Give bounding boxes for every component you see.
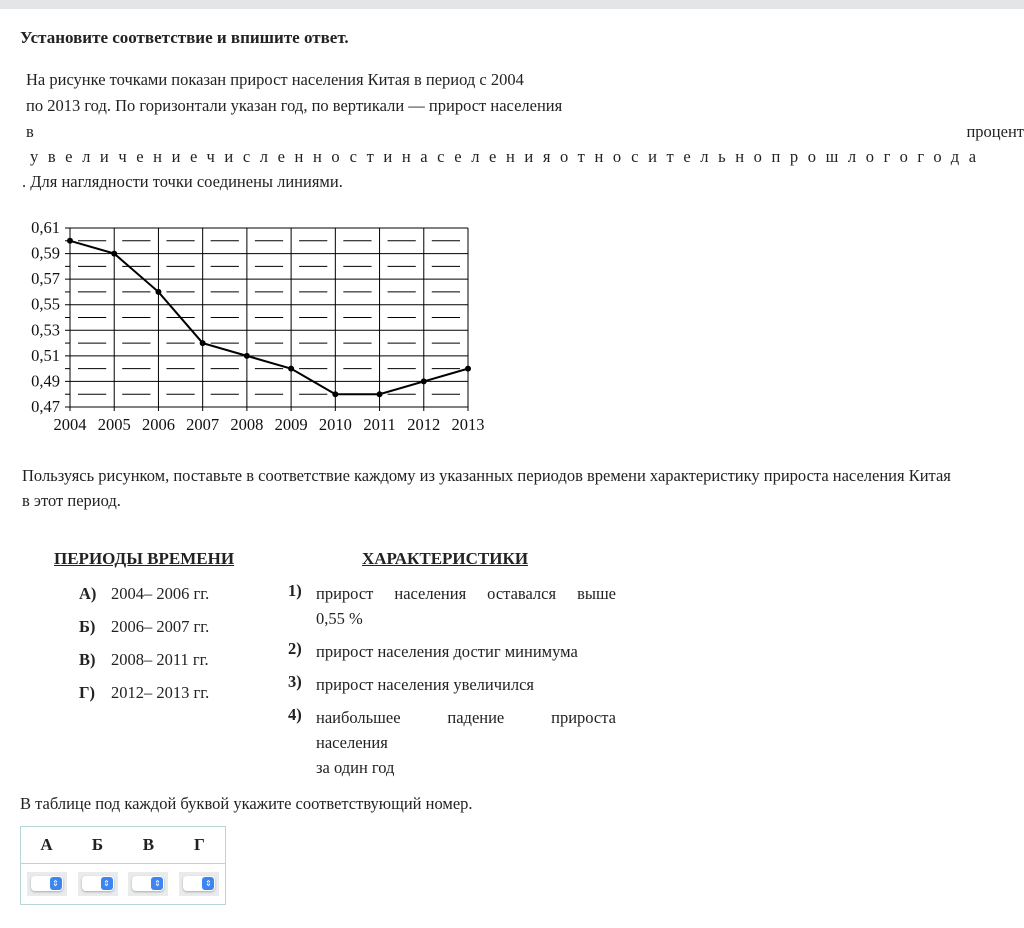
intro-line: На рисунке точками показан прирост населения Китая в период с 2004 (26, 70, 524, 89)
answer-select-v[interactable] (128, 872, 168, 896)
period-g: Г) 2012– 2013 гг. (79, 683, 210, 702)
characteristic-4: 4) наибольшее падение прироста населения за один год (288, 705, 616, 777)
column-v: В (123, 827, 174, 864)
chevron-updown-icon: ⇕ (101, 877, 113, 890)
period-b: Б) 2006– 2007 гг. (79, 617, 210, 636)
y-tick-label: 0,55 (31, 294, 60, 314)
task-title: Установите соответствие и впишите ответ. (20, 28, 349, 47)
top-bar (0, 0, 1024, 9)
intro-line: по 2013 год. По горизонтали указан год, по вертикали — прирост населения (26, 96, 563, 115)
x-tick-label: 2005 (97, 415, 131, 434)
y-tick-label: 0,53 (31, 320, 60, 340)
data-point (200, 340, 206, 346)
data-point (421, 378, 427, 384)
column-g: Г (174, 827, 226, 864)
x-tick-label: 2008 (230, 415, 264, 434)
chevron-updown-icon: ⇕ (202, 877, 214, 890)
chevron-updown-icon: ⇕ (151, 877, 163, 890)
data-point (155, 289, 161, 295)
x-tick-label: 2011 (363, 415, 396, 434)
question-line: Пользуясь рисунком, поставьте в соответствие каждому из указанных периодов времени характеристику прироста населения Китая (22, 466, 951, 485)
y-tick-label: 0,49 (31, 371, 60, 391)
period-v: В) 2008– 2011 гг. (79, 650, 209, 669)
characteristics-header: ХАРАКТЕРИСТИКИ (362, 549, 529, 568)
y-tick-label: 0,47 (31, 397, 60, 416)
x-tick-label: 2006 (141, 415, 175, 434)
x-tick-label: 2010 (318, 415, 352, 434)
answer-select-g[interactable] (179, 872, 219, 896)
x-tick-label: 2012 (407, 415, 441, 434)
x-tick-label: 2004 (53, 415, 87, 434)
characteristic-1: 1) прирост населения оставался выше 0,55 % (288, 581, 616, 628)
y-tick-label: 0,51 (31, 345, 60, 365)
data-point (67, 238, 73, 244)
x-tick-label: 2013 (451, 415, 485, 434)
x-tick-label: 2007 (186, 415, 220, 434)
data-point (377, 391, 383, 397)
intro-word: процент (966, 122, 1024, 141)
data-point (288, 366, 294, 372)
data-point (465, 366, 471, 372)
period-a: А) 2004– 2006 гг. (79, 584, 210, 603)
y-tick-label: 0,57 (31, 269, 60, 289)
chevron-updown-icon: ⇕ (50, 877, 62, 890)
data-point (332, 391, 338, 397)
y-tick-label: 0,59 (31, 243, 60, 263)
x-tick-label: 2009 (274, 415, 308, 434)
question-line: в этот период. (22, 491, 121, 510)
intro-line: . Для наглядности точки соединены линиями. (22, 172, 343, 191)
periods-header: ПЕРИОДЫ ВРЕМЕНИ (54, 549, 235, 568)
characteristic-2: 2) прирост населения достиг минимума (288, 639, 578, 661)
y-tick-label: 0,61 (31, 218, 60, 237)
column-b: Б (72, 827, 123, 864)
answer-select-b[interactable] (78, 872, 118, 896)
answer-table (20, 826, 226, 905)
instruction: В таблице под каждой буквой укажите соответствующий номер. (20, 794, 473, 813)
population-growth-chart (0, 215, 500, 445)
intro-line (26, 122, 1024, 142)
characteristic-3: 3) прирост населения увеличился (288, 672, 535, 694)
data-point (244, 353, 250, 359)
column-a: А (21, 827, 73, 864)
intro-word: в (26, 122, 34, 141)
answer-select-a[interactable] (27, 872, 67, 896)
intro-spaced-line: увеличениечисленностинаселенияотносительнопрошлогогода (30, 147, 986, 166)
data-point (111, 251, 117, 257)
